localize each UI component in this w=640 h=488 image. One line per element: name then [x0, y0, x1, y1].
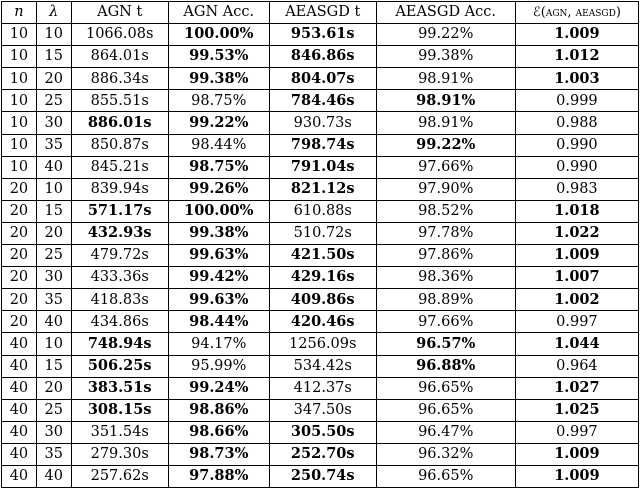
cell-aeasgd-acc: 99.38% [376, 46, 515, 68]
cell-agn-time: 855.51s [71, 90, 168, 112]
table-row [2, 200, 639, 222]
header-aeasgd-time: AEASGD t [269, 2, 376, 24]
header-agn-acc: AGN Acc. [168, 2, 269, 24]
cell-lambda: 25 [36, 245, 71, 267]
cell-n: 10 [2, 112, 37, 134]
cell-agn-acc: 99.53% [168, 46, 269, 68]
cell-agn-time: 864.01s [71, 46, 168, 68]
cell-agn-time: 279.30s [71, 443, 168, 465]
cell-lambda: 15 [36, 200, 71, 222]
cell-n: 20 [2, 267, 37, 289]
cell-efficiency: 1.009 [515, 465, 638, 487]
cell-agn-time: 308.15s [71, 399, 168, 421]
cell-n: 20 [2, 200, 37, 222]
cell-efficiency: 1.012 [515, 46, 638, 68]
cell-n: 10 [2, 24, 37, 46]
cell-aeasgd-time: 412.37s [269, 377, 376, 399]
cell-efficiency: 1.022 [515, 222, 638, 244]
cell-aeasgd-time: 429.16s [269, 267, 376, 289]
cell-agn-acc: 99.63% [168, 245, 269, 267]
cell-aeasgd-time: 791.04s [269, 156, 376, 178]
cell-aeasgd-acc: 96.65% [376, 377, 515, 399]
cell-aeasgd-time: 420.46s [269, 311, 376, 333]
cell-lambda: 30 [36, 112, 71, 134]
table-row [2, 245, 639, 267]
cell-lambda: 40 [36, 465, 71, 487]
cell-lambda: 20 [36, 68, 71, 90]
cell-lambda: 40 [36, 311, 71, 333]
cell-lambda: 10 [36, 24, 71, 46]
cell-n: 40 [2, 377, 37, 399]
cell-n: 10 [2, 90, 37, 112]
cell-agn-time: 571.17s [71, 200, 168, 222]
cell-agn-time: 1066.08s [71, 24, 168, 46]
cell-agn-time: 886.34s [71, 68, 168, 90]
cell-lambda: 30 [36, 267, 71, 289]
results-table [1, 1, 639, 488]
table-row [2, 90, 639, 112]
cell-agn-time: 839.94s [71, 178, 168, 200]
cell-lambda: 20 [36, 222, 71, 244]
cell-agn-time: 886.01s [71, 112, 168, 134]
cell-agn-time: 506.25s [71, 355, 168, 377]
table-row [2, 222, 639, 244]
table-row [2, 267, 639, 289]
cell-lambda: 15 [36, 46, 71, 68]
cell-agn-acc: 99.42% [168, 267, 269, 289]
cell-n: 20 [2, 311, 37, 333]
cell-agn-time: 257.62s [71, 465, 168, 487]
cell-n: 40 [2, 399, 37, 421]
table-row [2, 134, 639, 156]
cell-n: 10 [2, 156, 37, 178]
cell-n: 40 [2, 443, 37, 465]
cell-agn-acc: 98.86% [168, 399, 269, 421]
cell-lambda: 35 [36, 134, 71, 156]
cell-agn-acc: 98.66% [168, 421, 269, 443]
table-row [2, 355, 639, 377]
cell-lambda: 30 [36, 421, 71, 443]
table-row [2, 399, 639, 421]
header-lambda: λ [36, 2, 71, 24]
cell-aeasgd-acc: 98.91% [376, 112, 515, 134]
table-row [2, 333, 639, 355]
table-row [2, 178, 639, 200]
cell-agn-time: 383.51s [71, 377, 168, 399]
cell-agn-acc: 99.24% [168, 377, 269, 399]
cell-agn-acc: 99.63% [168, 289, 269, 311]
cell-aeasgd-time: 510.72s [269, 222, 376, 244]
cell-agn-acc: 99.22% [168, 112, 269, 134]
header-row [2, 2, 639, 24]
cell-aeasgd-acc: 97.66% [376, 311, 515, 333]
cell-aeasgd-acc: 98.91% [376, 90, 515, 112]
cell-lambda: 15 [36, 355, 71, 377]
cell-agn-acc: 100.00% [168, 24, 269, 46]
cell-agn-acc: 98.44% [168, 311, 269, 333]
cell-efficiency: 1.003 [515, 68, 638, 90]
cell-aeasgd-acc: 98.52% [376, 200, 515, 222]
cell-efficiency: 0.990 [515, 156, 638, 178]
cell-efficiency: 1.007 [515, 267, 638, 289]
cell-efficiency: 0.997 [515, 311, 638, 333]
cell-agn-acc: 94.17% [168, 333, 269, 355]
cell-aeasgd-acc: 99.22% [376, 24, 515, 46]
cell-aeasgd-acc: 98.91% [376, 68, 515, 90]
cell-aeasgd-acc: 96.47% [376, 421, 515, 443]
table-row [2, 112, 639, 134]
cell-efficiency: 0.983 [515, 178, 638, 200]
cell-efficiency: 1.044 [515, 333, 638, 355]
cell-n: 20 [2, 245, 37, 267]
cell-agn-acc: 99.38% [168, 68, 269, 90]
header-n: n [2, 2, 37, 24]
table-body [2, 24, 639, 488]
cell-n: 40 [2, 421, 37, 443]
table-row [2, 421, 639, 443]
cell-aeasgd-acc: 96.65% [376, 465, 515, 487]
cell-efficiency: 1.025 [515, 399, 638, 421]
cell-lambda: 25 [36, 399, 71, 421]
cell-n: 10 [2, 46, 37, 68]
cell-aeasgd-time: 953.61s [269, 24, 376, 46]
cell-agn-acc: 98.75% [168, 156, 269, 178]
cell-agn-acc: 98.75% [168, 90, 269, 112]
cell-efficiency: 1.009 [515, 245, 638, 267]
cell-aeasgd-time: 421.50s [269, 245, 376, 267]
cell-lambda: 10 [36, 333, 71, 355]
cell-agn-time: 432.93s [71, 222, 168, 244]
cell-n: 40 [2, 355, 37, 377]
table-row [2, 156, 639, 178]
cell-aeasgd-time: 534.42s [269, 355, 376, 377]
cell-agn-acc: 100.00% [168, 200, 269, 222]
cell-agn-acc: 97.88% [168, 465, 269, 487]
cell-aeasgd-acc: 98.36% [376, 267, 515, 289]
cell-aeasgd-time: 347.50s [269, 399, 376, 421]
cell-aeasgd-time: 798.74s [269, 134, 376, 156]
table-row [2, 289, 639, 311]
cell-efficiency: 1.018 [515, 200, 638, 222]
cell-lambda: 35 [36, 289, 71, 311]
cell-lambda: 25 [36, 90, 71, 112]
cell-agn-time: 479.72s [71, 245, 168, 267]
table-row [2, 443, 639, 465]
cell-n: 40 [2, 333, 37, 355]
cell-agn-time: 850.87s [71, 134, 168, 156]
cell-lambda: 40 [36, 156, 71, 178]
cell-efficiency: 1.009 [515, 443, 638, 465]
cell-aeasgd-acc: 97.78% [376, 222, 515, 244]
cell-aeasgd-acc: 96.88% [376, 355, 515, 377]
header-agn-time: AGN t [71, 2, 168, 24]
table-row [2, 311, 639, 333]
cell-efficiency: 1.002 [515, 289, 638, 311]
table-row [2, 46, 639, 68]
cell-agn-acc: 98.44% [168, 134, 269, 156]
cell-aeasgd-acc: 99.22% [376, 134, 515, 156]
cell-aeasgd-time: 846.86s [269, 46, 376, 68]
cell-aeasgd-acc: 96.57% [376, 333, 515, 355]
cell-lambda: 10 [36, 178, 71, 200]
cell-n: 10 [2, 68, 37, 90]
cell-efficiency: 1.027 [515, 377, 638, 399]
header-aeasgd-acc: AEASGD Acc. [376, 2, 515, 24]
cell-agn-time: 845.21s [71, 156, 168, 178]
cell-agn-time: 433.36s [71, 267, 168, 289]
cell-agn-acc: 95.99% [168, 355, 269, 377]
cell-aeasgd-time: 804.07s [269, 68, 376, 90]
cell-agn-time: 434.86s [71, 311, 168, 333]
cell-efficiency: 0.964 [515, 355, 638, 377]
cell-lambda: 35 [36, 443, 71, 465]
cell-aeasgd-time: 250.74s [269, 465, 376, 487]
cell-efficiency: 0.997 [515, 421, 638, 443]
cell-aeasgd-acc: 97.86% [376, 245, 515, 267]
cell-agn-time: 748.94s [71, 333, 168, 355]
cell-n: 10 [2, 134, 37, 156]
cell-aeasgd-time: 610.88s [269, 200, 376, 222]
cell-aeasgd-time: 305.50s [269, 421, 376, 443]
cell-aeasgd-time: 821.12s [269, 178, 376, 200]
cell-aeasgd-acc: 96.65% [376, 399, 515, 421]
cell-aeasgd-acc: 96.32% [376, 443, 515, 465]
cell-agn-acc: 98.73% [168, 443, 269, 465]
table-row [2, 465, 639, 487]
cell-agn-acc: 99.26% [168, 178, 269, 200]
cell-agn-acc: 99.38% [168, 222, 269, 244]
cell-n: 40 [2, 465, 37, 487]
cell-n: 20 [2, 178, 37, 200]
cell-aeasgd-acc: 97.66% [376, 156, 515, 178]
cell-efficiency: 0.988 [515, 112, 638, 134]
cell-n: 20 [2, 222, 37, 244]
cell-efficiency: 0.990 [515, 134, 638, 156]
table-row [2, 24, 639, 46]
cell-aeasgd-time: 784.46s [269, 90, 376, 112]
cell-lambda: 20 [36, 377, 71, 399]
header-efficiency: ℰ(agn, aeasgd) [515, 2, 638, 24]
cell-aeasgd-time: 409.86s [269, 289, 376, 311]
cell-aeasgd-time: 1256.09s [269, 333, 376, 355]
cell-agn-time: 351.54s [71, 421, 168, 443]
cell-efficiency: 1.009 [515, 24, 638, 46]
cell-n: 20 [2, 289, 37, 311]
cell-aeasgd-time: 930.73s [269, 112, 376, 134]
cell-aeasgd-acc: 98.89% [376, 289, 515, 311]
cell-efficiency: 0.999 [515, 90, 638, 112]
cell-aeasgd-time: 252.70s [269, 443, 376, 465]
table-row [2, 377, 639, 399]
cell-aeasgd-acc: 97.90% [376, 178, 515, 200]
cell-agn-time: 418.83s [71, 289, 168, 311]
table-row [2, 68, 639, 90]
